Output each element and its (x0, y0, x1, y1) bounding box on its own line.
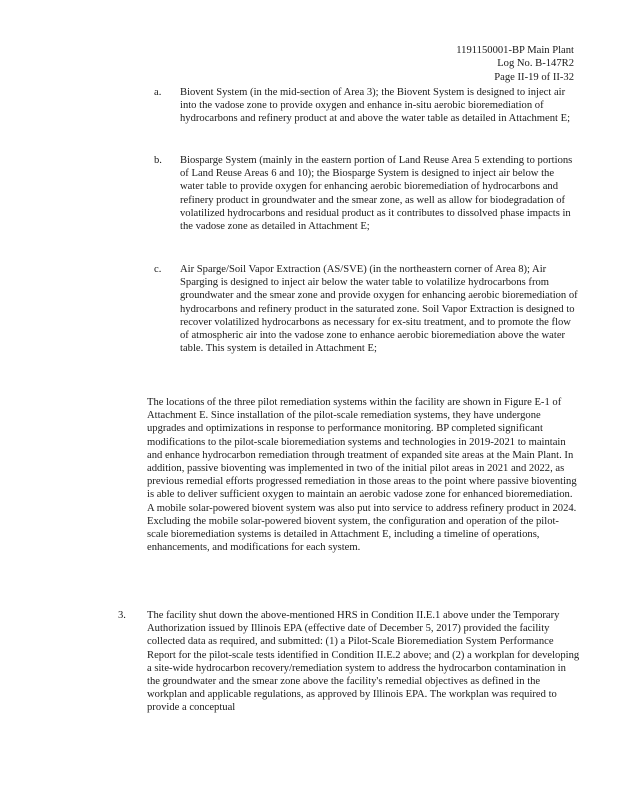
page-header (456, 44, 574, 84)
list-item-text: Air Sparge/Soil Vapor Extraction (AS/SVE) (in the northeastern corner of Area 8); Air Sparging is designed to inject air below the water table to volatilize hydrocarbons from groundwater and the smear zone and provide oxygen for enhancing aerobic bioremediation of hydrocarbons and refinery product in the saturated zone. Soil Vapor Extraction is designed to recover volatilized hydrocarbons as necessary for ex-situ treatment, and to promote the flow of atmospheric air into the vadose zone to enhance aerobic bioremediation above the water table. This system is detailed in Attachment E; (180, 264, 578, 355)
list-marker: b. (154, 155, 162, 166)
list-marker: 3. (118, 610, 126, 621)
body-paragraph: The locations of the three pilot remediation systems within the facility are shown in Figure E-1 of Attachment E. Since installation of the pilot-scale remediation systems, they have undergone upgrades and optimizations in response to performance monitoring. BP completed significant modifications to the pilot-scale bioremediation systems and technologies in 2019-2021 to maintain and enhance hydrocarbon remediation through treatment of expanded site areas at the Main Plant. In addition, passive bioventing was implemented in two of the initial pilot areas in 2021 and 2022, as previous remedial efforts progressed remediation in those areas to the point where passive bioventing is able to deliver sufficient oxygen to maintain an aerobic vadose zone for enhanced bioremediation. A mobile solar-powered biovent system was also put into service to address refinery product in 2024. Excluding the mobile solar-powered biovent system, the configuration and operation of the pilot-scale bioremediation systems is detailed in Attachment E, including a timeline of operations, enhancements, and modifications for each system. (147, 397, 577, 554)
list-item-text: Biovent System (in the mid-section of Area 3); the Biovent System is designed to inject air into the vadose zone to provide oxygen and enhance in-situ aerobic bioremediation of hydrocarbons and refinery product at and above the water table as detailed in Attachment E; (180, 87, 571, 125)
list-item-text: The facility shut down the above-mentioned HRS in Condition II.E.1 above under the Temporary Authorization issued by Illinois EPA (effective date of December 5, 2017) provided the facility collected data as required, and submitted: (1) a Pilot-Scale Bioremediation System Performance Report for the pilot-scale tests identified in Condition II.E.2 above; and (2) a workplan for developing a site-wide hydrocarbon recovery/remediation system to address the hydrocarbon contamination in the groundwater and the smear zone above the facility's remedial objectives as defined in the workplan and applicable regulations, as approved by Illinois EPA. The workplan was required to provide a conceptual (147, 610, 580, 714)
list-marker: c. (154, 264, 162, 275)
log-number: Log No. B-147R2 (497, 58, 574, 70)
list-item-text: Biosparge System (mainly in the eastern portion of Land Reuse Area 5 extending to portions of Land Reuse Areas 6 and 10); the Biosparge System is designed to inject air below the water table to provide oxygen for enhancing aerobic bioremediation of hydrocarbons and refinery product in groundwater and the smear zone, as well as allow for biodegradation of volatilized hydrocarbons and residual product as it contributes to dissolved phase impacts in the vadose zone as detailed in Attachment E; (180, 155, 573, 233)
page-number: Page II-19 of II-32 (494, 71, 574, 83)
permit-id: 1191150001-BP Main Plant (456, 45, 574, 56)
list-marker: a. (154, 87, 162, 98)
